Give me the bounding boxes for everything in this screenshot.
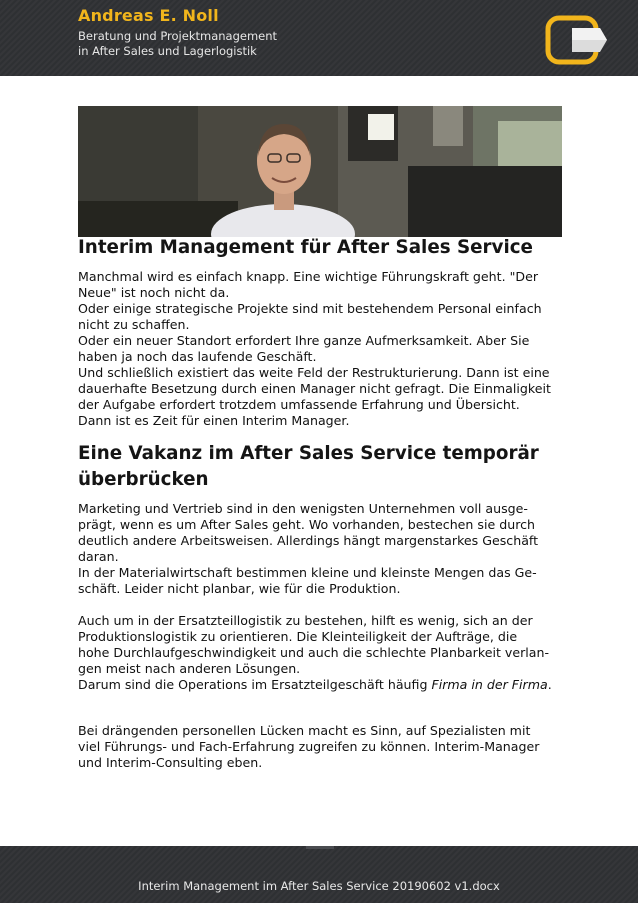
text-line: viel Führungs- und Fach-Erfahrung zugreifen zu können. Interim-Manager — [78, 739, 540, 754]
page-footer — [0, 846, 638, 903]
text-line: und Interim-Consulting eben. — [78, 755, 263, 770]
emphasis-firma-in-der-firma: Firma in der Firma — [431, 677, 548, 692]
text-line: der Aufgabe erfordert trotzdem umfassende Erfahrung und Übersicht. — [78, 397, 520, 412]
text-line: dauerhafte Besetzung durch einen Manager nicht gefragt. Die Einmaligkeit — [78, 381, 551, 396]
text-line: Dann ist es Zeit für einen Interim Manager. — [78, 413, 350, 428]
vakanz-paragraph — [78, 501, 564, 771]
text-line-with-emphasis — [78, 677, 564, 693]
text-line: In der Materialwirtschaft bestimmen kleine und kleinste Mengen das Ge- — [78, 565, 537, 580]
header-subtitle-line-2: in After Sales und Lagerlogistik — [78, 44, 257, 58]
text-line: Oder ein neuer Standort erfordert Ihre ganze Aufmerksamkeit. Aber Sie — [78, 333, 530, 348]
logo-icon — [544, 14, 610, 66]
section-heading-interim-management: Interim Management für After Sales Service — [78, 237, 533, 258]
text-line: haben ja noch das laufende Geschäft. — [78, 349, 317, 364]
text-line: gen meist nach anderen Lösungen. — [78, 661, 301, 676]
text-line: Produktionslogistik zu orientieren. Die Kleinteiligkeit der Aufträge, die — [78, 629, 518, 644]
text-line: schäft. Leider nicht planbar, wie für die Produktion. — [78, 581, 401, 596]
footer-divider — [306, 846, 334, 849]
intro-paragraph — [78, 269, 564, 429]
text-line: Und schließlich existiert das weite Feld der Restrukturierung. Dann ist eine — [78, 365, 550, 380]
author-name: Andreas E. Noll — [78, 6, 219, 25]
page-header — [0, 0, 638, 76]
text-line: deutlich andere Arbeitsweisen. Allerdings hängt margenstarkes Geschäft — [78, 533, 539, 548]
text-line: nicht zu schaffen. — [78, 317, 190, 332]
header-subtitle-line-1: Beratung und Projektmanagement — [78, 29, 278, 43]
text-line: Neue" ist noch nicht da. — [78, 285, 230, 300]
text-line: hohe Durchlaufgeschwindigkeit und auch die schlechte Planbarkeit verlan- — [78, 645, 550, 660]
text-line: Bei drängenden personellen Lücken macht es Sinn, auf Spezialisten mit — [78, 723, 531, 738]
text-line: Manchmal wird es einfach knapp. Eine wichtige Führungskraft geht. "Der — [78, 269, 539, 284]
text-line: Auch um in der Ersatzteillogistik zu bestehen, hilft es wenig, sich an der — [78, 613, 533, 628]
section-heading-vakanz-line-2: überbrücken — [78, 469, 209, 490]
section-heading-vakanz — [78, 441, 564, 493]
text-line: Oder einige strategische Projekte sind mit bestehendem Personal einfach — [78, 301, 542, 316]
text-line: prägt, wenn es um After Sales geht. Wo vorhanden, bestechen sie durch — [78, 517, 536, 532]
text-span: . — [547, 677, 552, 692]
main-content — [78, 235, 564, 771]
portrait-photo — [78, 106, 562, 237]
text-line: daran. — [78, 549, 119, 564]
text-line: Marketing und Vertrieb sind in den wenigsten Unternehmen voll ausge- — [78, 501, 528, 516]
footer-filename: Interim Management im After Sales Service 20190602 v1.docx — [138, 879, 500, 893]
section-heading-vakanz-line-1: Eine Vakanz im After Sales Service temporär — [78, 443, 539, 464]
text-span: Darum sind die Operations im Ersatzteilgeschäft häufig — [78, 677, 432, 692]
